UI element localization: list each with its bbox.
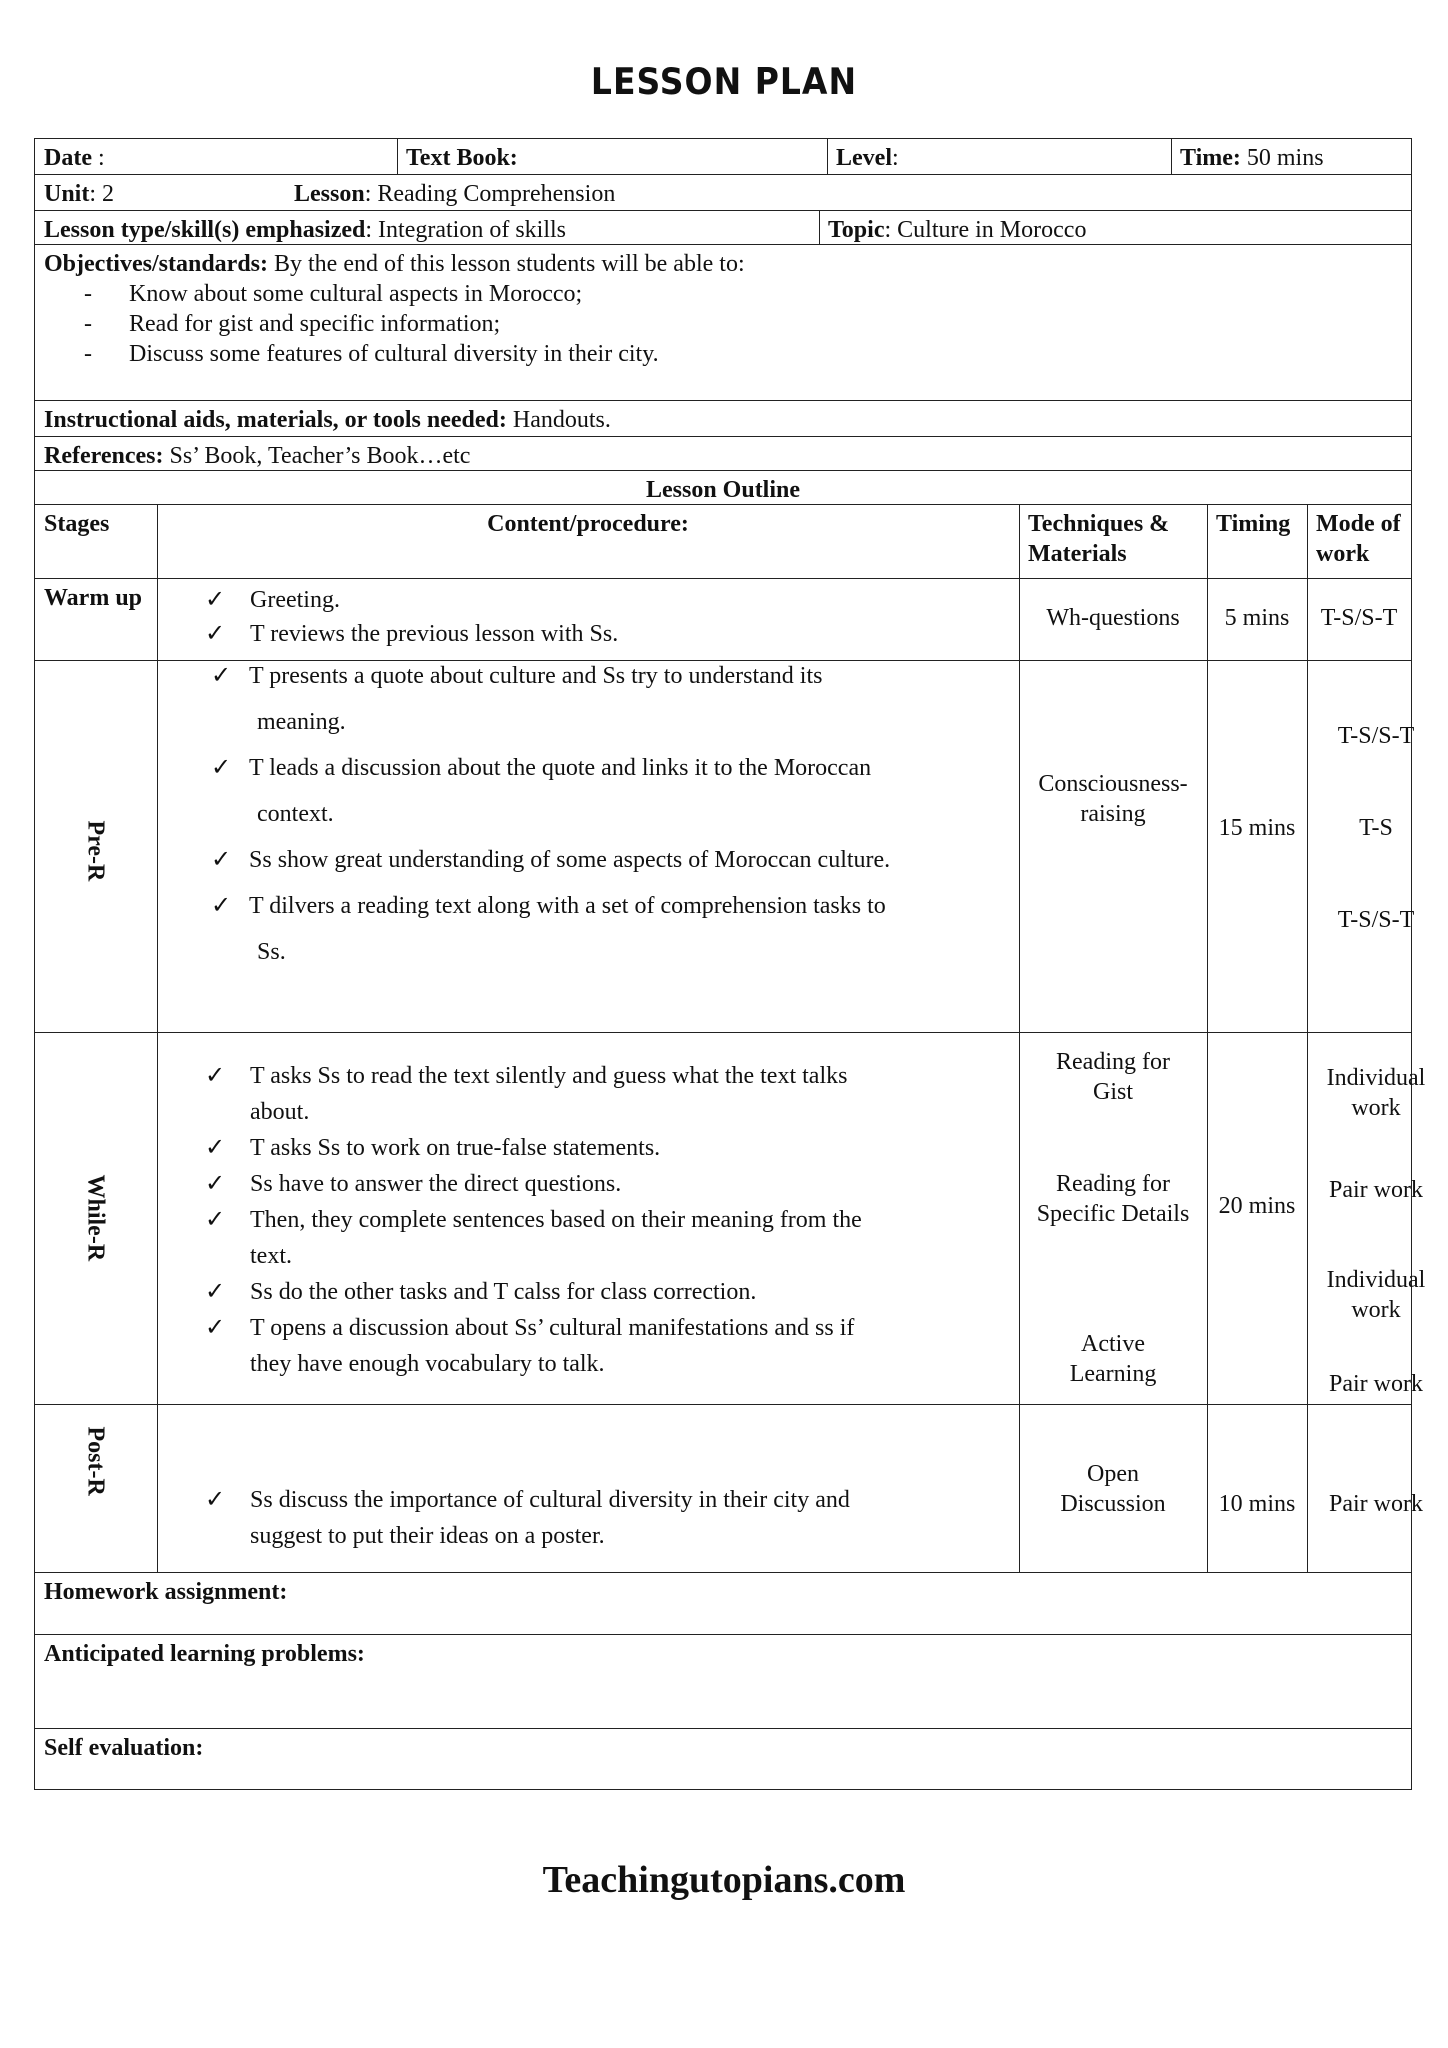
topic-value: : Culture in Morocco — [884, 217, 1087, 243]
lesson-type-value: : Integration of skills — [365, 217, 567, 243]
col-header-timing: Timing — [1216, 511, 1291, 537]
objective-item — [44, 339, 1402, 369]
stage-prer: Pre-R — [82, 820, 109, 882]
technique-prer: Consciousness- raising — [1038, 771, 1188, 827]
references-row — [35, 437, 1411, 471]
mode-whiler: Individual work — [1326, 1065, 1426, 1121]
technique-warmup: Wh-questions — [1046, 605, 1180, 631]
check-icon: ✓ — [205, 1315, 226, 1341]
unit-label: Unit — [44, 181, 90, 207]
mode-whiler: Pair work — [1329, 1371, 1423, 1397]
objective-item — [44, 279, 1402, 309]
objectives-intro: By the end of this lesson students will be able to: — [268, 251, 745, 277]
dash-bullet: - — [84, 341, 92, 367]
lesson-value: : Reading Comprehension — [364, 181, 616, 207]
lesson-type-cell — [35, 211, 819, 244]
homework-label: Homework assignment: — [44, 1579, 288, 1605]
time-value: 50 mins — [1240, 145, 1324, 171]
technique-postr: Open Discussion — [1060, 1461, 1166, 1517]
level-cell — [827, 139, 1171, 174]
col-header-techniques: Techniques & Materials — [1028, 511, 1170, 567]
references-label: References: — [44, 443, 164, 469]
header-row-date — [35, 139, 1411, 175]
check-icon: ✓ — [211, 755, 232, 781]
header-row-unit — [35, 175, 1411, 211]
problems-cell — [35, 1635, 1411, 1728]
timing-prer: 15 mins — [1218, 815, 1296, 841]
col-header-stages: Stages — [44, 511, 110, 537]
lesson-label: Lesson — [294, 181, 365, 207]
mode-postr: Pair work — [1329, 1491, 1423, 1517]
unit-cell — [35, 175, 285, 210]
mode-warmup: T-S/S-T — [1320, 605, 1398, 631]
aids-cell — [35, 401, 1411, 436]
check-icon: ✓ — [205, 1135, 226, 1161]
references-value: Ss’ Book, Teacher’s Book…etc — [163, 443, 471, 469]
homework-row — [35, 1573, 1411, 1635]
time-label: Time: — [1180, 145, 1241, 171]
objectives-cell — [35, 245, 1411, 400]
check-icon: ✓ — [205, 621, 226, 647]
topic-label: Topic — [828, 217, 885, 243]
mode-prer: T-S — [1359, 815, 1393, 841]
objective-item — [44, 309, 1402, 339]
timing-whiler: 20 mins — [1218, 1193, 1296, 1219]
mode-prer: T-S/S-T — [1337, 907, 1415, 933]
footer-website: Teachingutopians.com — [542, 1859, 906, 1901]
aids-value: Handouts. — [506, 407, 611, 433]
objective-text: Discuss some features of cultural diversity in their city. — [129, 341, 659, 367]
self-eval-label: Self evaluation: — [44, 1735, 204, 1761]
references-cell — [35, 437, 1411, 470]
dash-bullet: - — [84, 311, 92, 337]
date-value: : — [91, 145, 105, 171]
check-icon: ✓ — [211, 663, 232, 689]
timing-postr: 10 mins — [1218, 1491, 1296, 1517]
check-icon: ✓ — [211, 893, 232, 919]
outline-header-row — [35, 505, 1411, 579]
warmup-row: Warm up ✓ Greeting. ✓ T reviews the previous lesson with Ss. Wh-questions 5 mins T-S/S-T — [35, 579, 1411, 661]
date-label: Date — [44, 145, 92, 171]
stage-whiler: While-R — [82, 1174, 109, 1262]
mode-whiler: Individual work — [1326, 1267, 1426, 1323]
technique-whiler: Reading for Specific Details — [1036, 1171, 1190, 1227]
check-icon: ✓ — [205, 1063, 226, 1089]
homework-cell — [35, 1573, 1411, 1634]
col-header-mode: Mode of work — [1316, 511, 1401, 567]
header-row-lesson-type — [35, 211, 1411, 245]
whiler-row: While-R ✓ T asks Ss to read the text silently and guess what the text talks about. ✓ T asks Ss to work on true-false statements. ✓ Ss have to answer the direct questions. ✓ Then, they complete sentences based on their meaning from the text. ✓ Ss do the other tasks and T calss for class correction. ✓ T opens a discussion about Ss’ cultural manifestations and ss if they have enough vocabulary to talk. Reading for Gist Reading for Specific Details Active Learning 20 mins Individual work Pair work Individual work Pair work — [35, 1033, 1411, 1405]
unit-value: : 2 — [89, 181, 115, 207]
postr-row: Post-R ✓ Ss discuss the importance of cultural diversity in their city and suggest to put their ideas on a poster. Open Discussion 10 mins Pair work — [35, 1405, 1411, 1573]
technique-whiler: Active Learning — [1069, 1331, 1157, 1387]
aids-row — [35, 401, 1411, 437]
lesson-cell — [285, 175, 1411, 210]
col-header-content: Content/procedure: — [487, 511, 689, 537]
objectives-row — [35, 245, 1411, 401]
problems-label: Anticipated learning problems: — [44, 1641, 365, 1667]
stage-warmup: Warm up — [44, 585, 143, 611]
mode-prer: T-S/S-T — [1337, 723, 1415, 749]
self-eval-row — [35, 1729, 1411, 1789]
self-eval-cell — [35, 1729, 1411, 1789]
check-icon: ✓ — [205, 1171, 226, 1197]
timing-warmup: 5 mins — [1224, 605, 1290, 631]
outline-title-row — [35, 471, 1411, 505]
textbook-label: Text Book: — [406, 145, 518, 171]
topic-cell — [819, 211, 1411, 244]
lesson-plan-table — [34, 138, 1426, 1790]
technique-whiler: Reading for Gist — [1056, 1049, 1170, 1105]
check-icon: ✓ — [205, 587, 226, 613]
dash-bullet: - — [84, 281, 92, 307]
page-title: LESSON PLAN — [590, 60, 858, 103]
level-label: Level — [836, 145, 892, 171]
outline-title: Lesson Outline — [645, 477, 801, 503]
objectives-label: Objectives/standards: — [44, 251, 268, 277]
problems-row — [35, 1635, 1411, 1729]
stage-postr: Post-R — [82, 1426, 109, 1496]
aids-label: Instructional aids, materials, or tools needed: — [44, 407, 507, 433]
check-icon: ✓ — [205, 1279, 226, 1305]
textbook-cell — [397, 139, 827, 174]
date-cell — [35, 139, 397, 174]
objective-text: Know about some cultural aspects in Morocco; — [129, 281, 583, 307]
time-cell — [1171, 139, 1411, 174]
check-icon: ✓ — [205, 1207, 226, 1233]
level-value: : — [891, 145, 899, 171]
check-icon: ✓ — [211, 847, 232, 873]
prer-row: Pre-R ✓ T presents a quote about culture and Ss try to understand its meaning. ✓ T leads a discussion about the quote and links it to the Moroccan context. ✓ Ss show great understanding of some aspects of Moroccan culture. ✓ T dilvers a reading text along with a set of comprehension tasks to Ss. Consciousness- raising 15 mins T-S/S-T T-S T-S/S-T — [35, 661, 1411, 1033]
objective-text: Read for gist and specific information; — [129, 311, 501, 337]
check-icon: ✓ — [205, 1487, 226, 1513]
lesson-type-label: Lesson type/skill(s) emphasized — [44, 217, 366, 243]
mode-whiler: Pair work — [1329, 1177, 1423, 1203]
